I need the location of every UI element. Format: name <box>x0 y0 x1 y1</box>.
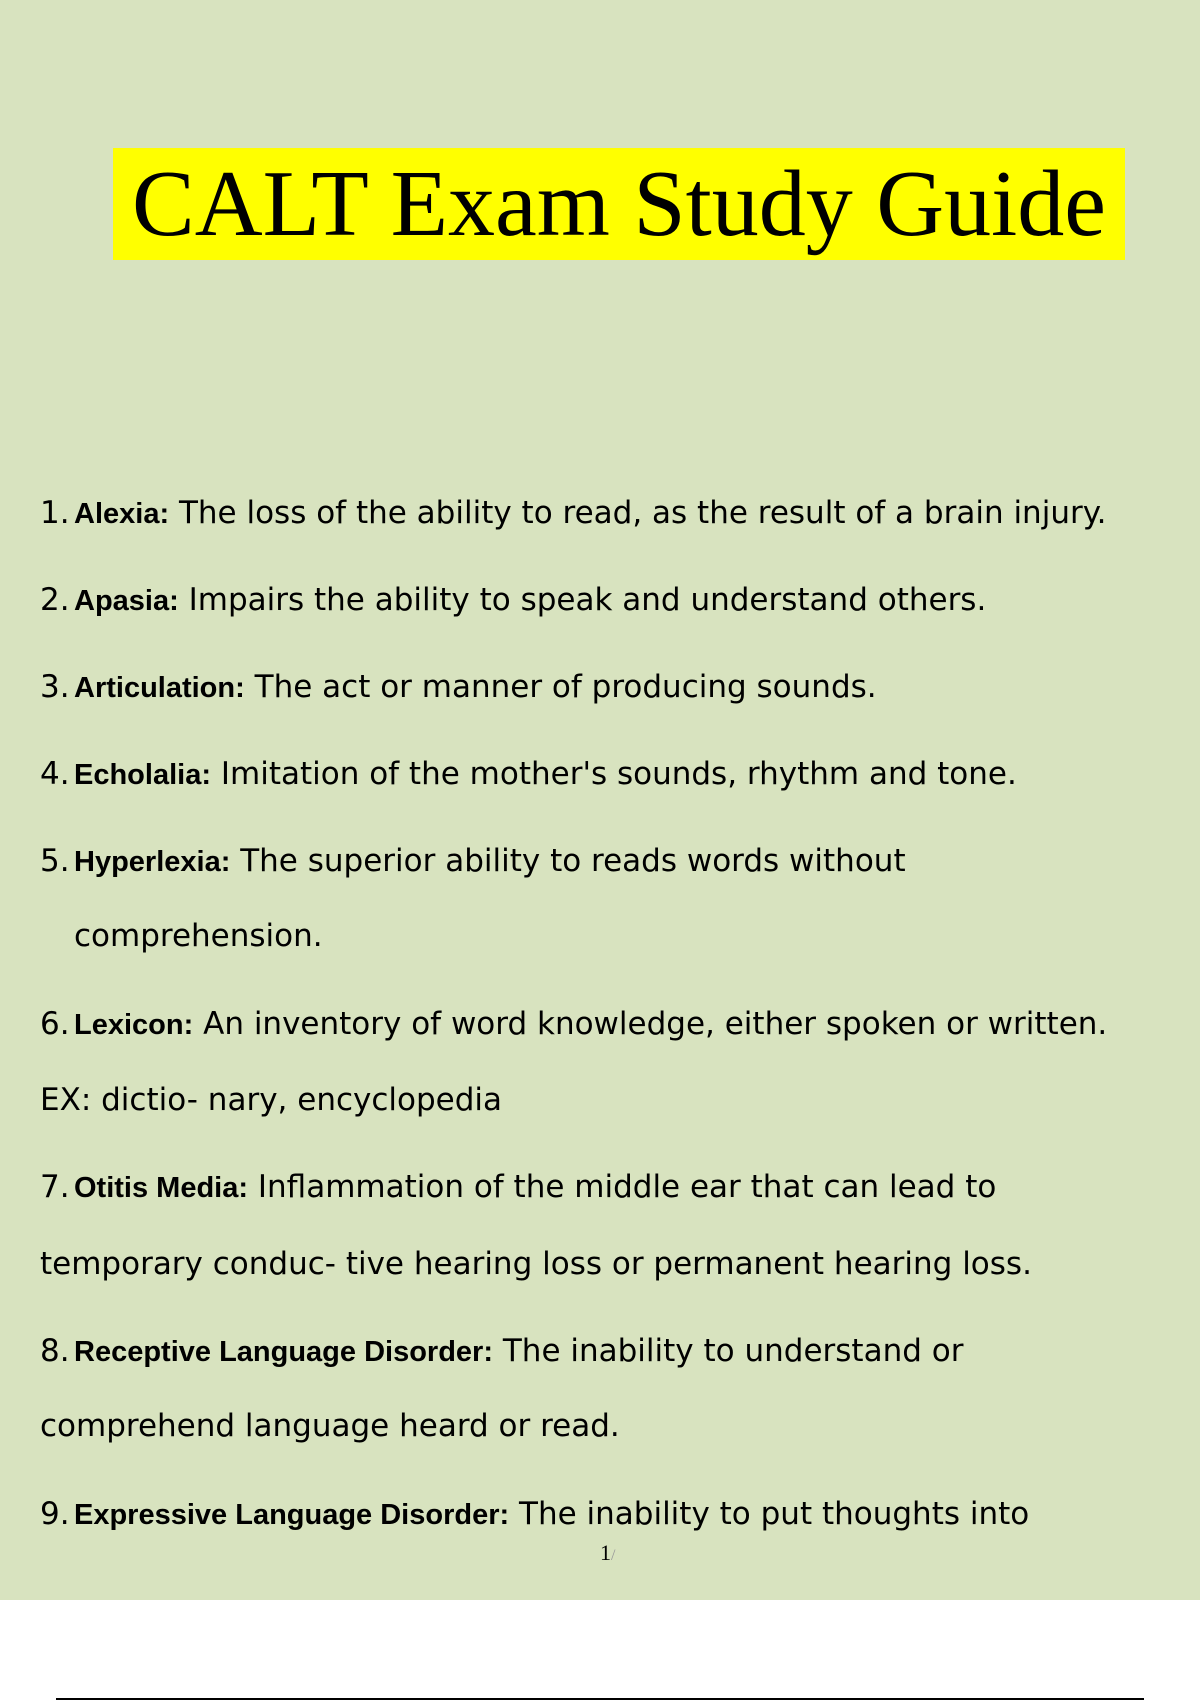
item-term: Alexia: <box>74 498 170 530</box>
item-definition: The inability to put thoughts into <box>519 1496 1030 1532</box>
item-term: Hyperlexia: <box>74 846 231 878</box>
item-term: Otitis Media: <box>74 1172 249 1204</box>
item-number: 1. <box>40 495 70 531</box>
item-definition: Impairs the ability to speak and understand others. <box>188 582 987 618</box>
item-continuation: temporary conduc- tive hearing loss or permanent hearing loss. <box>40 1246 1032 1282</box>
item-continuation: comprehension. <box>74 918 323 954</box>
list-item <box>40 1006 1190 1042</box>
item-definition: An inventory of word knowledge, either spoken or written. <box>203 1006 1108 1042</box>
item-term: Lexicon: <box>74 1009 194 1041</box>
page-number-separator: / <box>611 1547 616 1564</box>
page-number-value: 1 <box>600 1540 611 1565</box>
item-term: Echolalia: <box>74 759 211 791</box>
item-definition: The inability to understand or <box>502 1333 964 1369</box>
list-item <box>40 495 1190 531</box>
item-definition: The loss of the ability to read, as the result of a brain injury. <box>178 495 1107 531</box>
item-definition: Inflammation of the middle ear that can lead to <box>257 1169 997 1205</box>
item-continuation: EX: dictio- nary, encyclopedia <box>40 1082 503 1118</box>
list-item <box>40 582 1190 618</box>
item-number: 4. <box>40 756 70 792</box>
item-term: Expressive Language Disorder: <box>74 1499 510 1531</box>
item-definition: Imitation of the mother's sounds, rhythm and tone. <box>220 756 1017 792</box>
list-item <box>40 1169 1190 1205</box>
item-number: 8. <box>40 1333 70 1369</box>
item-continuation: comprehend language heard or read. <box>40 1408 620 1444</box>
page-number <box>600 1540 615 1566</box>
item-number: 2. <box>40 582 70 618</box>
list-item <box>40 843 1190 879</box>
item-definition: The act or manner of producing sounds. <box>254 669 877 705</box>
item-term: Articulation: <box>74 672 245 704</box>
list-item <box>40 1496 1190 1532</box>
item-number: 5. <box>40 843 70 879</box>
item-term: Receptive Language Disorder: <box>74 1336 493 1368</box>
list-item <box>40 1333 1190 1369</box>
item-definition: The superior ability to reads words without <box>240 843 906 879</box>
title-highlight <box>113 148 1125 260</box>
item-number: 3. <box>40 669 70 705</box>
item-number: 7. <box>40 1169 70 1205</box>
item-term: Apasia: <box>74 585 179 617</box>
item-number: 6. <box>40 1006 70 1042</box>
item-number: 9. <box>40 1496 70 1532</box>
list-item <box>40 756 1190 792</box>
list-item <box>40 669 1190 705</box>
document-title: CALT Exam Study Guide <box>132 152 1106 256</box>
